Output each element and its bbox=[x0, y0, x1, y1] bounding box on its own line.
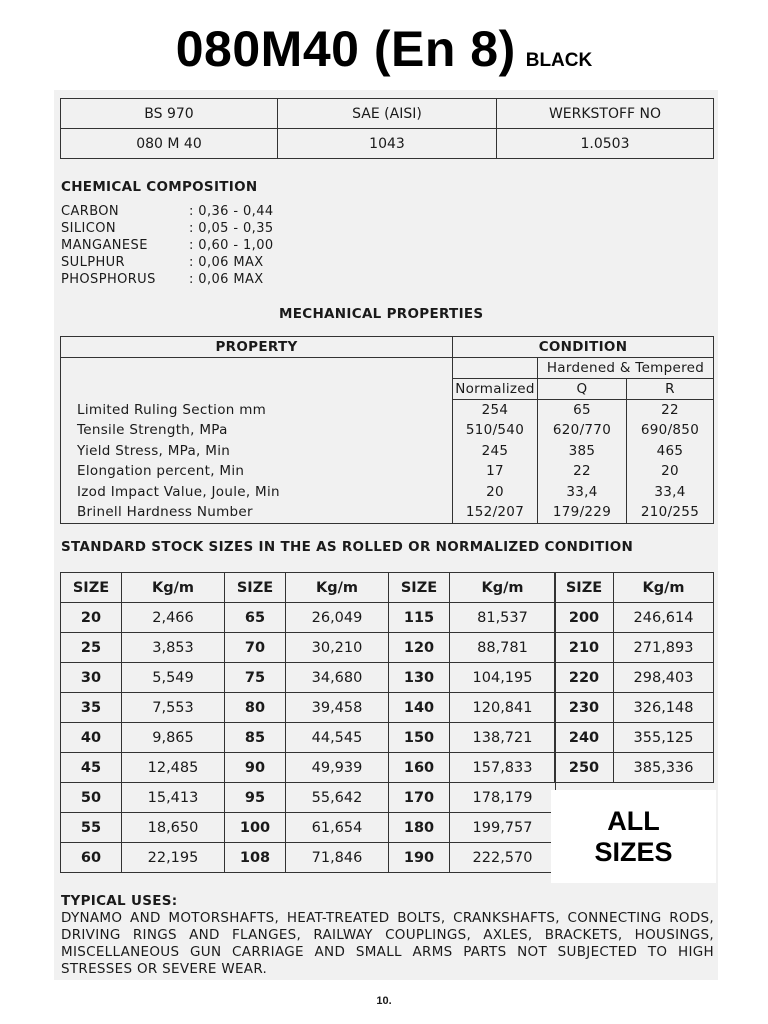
normalized-value: 17 bbox=[453, 461, 538, 482]
table-row bbox=[555, 633, 714, 663]
table-row bbox=[61, 482, 714, 503]
stock-weight: 178,179 bbox=[450, 783, 556, 813]
stock-size: 230 bbox=[555, 693, 614, 723]
grade-title: 080M40 (En 8) bbox=[175, 21, 516, 77]
q-value: 33,4 bbox=[538, 482, 627, 503]
chemical-value: : 0,36 - 0,44 bbox=[189, 204, 274, 219]
normalized-value: 152/207 bbox=[453, 502, 538, 523]
stock-size: 85 bbox=[225, 723, 286, 753]
r-value: 465 bbox=[627, 441, 714, 462]
chemical-element: MANGANESE bbox=[61, 238, 148, 253]
table-row bbox=[61, 502, 714, 523]
r-value: 33,4 bbox=[627, 482, 714, 503]
stock-size: 250 bbox=[555, 753, 614, 783]
size-header: SIZE bbox=[225, 573, 286, 603]
table-row bbox=[61, 633, 556, 663]
table-row bbox=[61, 813, 556, 843]
finish-label: BLACK bbox=[525, 50, 593, 71]
stock-weight: 71,846 bbox=[286, 843, 389, 873]
chemical-value: : 0,06 MAX bbox=[189, 255, 264, 270]
stock-weight: 104,195 bbox=[450, 663, 556, 693]
stock-weight: 355,125 bbox=[614, 723, 714, 753]
stock-size: 220 bbox=[555, 663, 614, 693]
stock-size: 95 bbox=[225, 783, 286, 813]
stock-weight: 49,939 bbox=[286, 753, 389, 783]
r-value: 690/850 bbox=[627, 420, 714, 441]
page-number: 10. bbox=[376, 995, 392, 1007]
normalized-header: Normalized bbox=[453, 379, 538, 400]
q-value: 65 bbox=[538, 400, 627, 421]
normalized-value: 254 bbox=[453, 400, 538, 421]
stock-size: 108 bbox=[225, 843, 286, 873]
property-name: Elongation percent, Min bbox=[61, 461, 453, 482]
chemical-element: PHOSPHORUS bbox=[61, 272, 156, 287]
table-row bbox=[61, 603, 556, 633]
table-row bbox=[555, 753, 714, 783]
standards-header-row bbox=[61, 99, 714, 129]
table-row bbox=[61, 400, 714, 421]
stock-weight: 12,485 bbox=[122, 753, 225, 783]
stock-size: 20 bbox=[61, 603, 122, 633]
table-row bbox=[61, 441, 714, 462]
property-name: Limited Ruling Section mm bbox=[61, 400, 453, 421]
stock-weight: 15,413 bbox=[122, 783, 225, 813]
chemical-item bbox=[61, 237, 274, 254]
stock-weight: 81,537 bbox=[450, 603, 556, 633]
q-value: 22 bbox=[538, 461, 627, 482]
stock-size: 150 bbox=[389, 723, 450, 753]
property-name: Brinell Hardness Number bbox=[61, 502, 453, 523]
stock-weight: 39,458 bbox=[286, 693, 389, 723]
stock-size: 120 bbox=[389, 633, 450, 663]
stock-size: 160 bbox=[389, 753, 450, 783]
chemical-item bbox=[61, 254, 274, 271]
q-value: 620/770 bbox=[538, 420, 627, 441]
stock-header-row bbox=[61, 573, 556, 603]
standard-header-sae: SAE (AISI) bbox=[278, 99, 497, 129]
all-sizes-line: ALL bbox=[607, 805, 660, 836]
stock-size: 210 bbox=[555, 633, 614, 663]
table-row bbox=[61, 693, 556, 723]
chemical-element: SILICON bbox=[61, 221, 116, 236]
stock-weight: 157,833 bbox=[450, 753, 556, 783]
stock-size: 180 bbox=[389, 813, 450, 843]
normalized-value: 20 bbox=[453, 482, 538, 503]
stock-size: 30 bbox=[61, 663, 122, 693]
condition-header: CONDITION bbox=[453, 337, 714, 358]
stock-size: 130 bbox=[389, 663, 450, 693]
stock-size: 115 bbox=[389, 603, 450, 633]
stock-weight: 385,336 bbox=[614, 753, 714, 783]
stock-size: 25 bbox=[61, 633, 122, 663]
r-value: 22 bbox=[627, 400, 714, 421]
stock-size: 80 bbox=[225, 693, 286, 723]
stock-weight: 5,549 bbox=[122, 663, 225, 693]
normalized-value: 510/540 bbox=[453, 420, 538, 441]
size-header: SIZE bbox=[61, 573, 122, 603]
stock-weight: 326,148 bbox=[614, 693, 714, 723]
r-value: 20 bbox=[627, 461, 714, 482]
normalized-value: 245 bbox=[453, 441, 538, 462]
weight-header: Kg/m bbox=[450, 573, 556, 603]
stock-weight: 138,721 bbox=[450, 723, 556, 753]
stock-weight: 120,841 bbox=[450, 693, 556, 723]
stock-size: 240 bbox=[555, 723, 614, 753]
stock-size: 100 bbox=[225, 813, 286, 843]
table-row bbox=[555, 603, 714, 633]
table-row bbox=[61, 723, 556, 753]
table-row bbox=[61, 663, 556, 693]
stock-weight: 298,403 bbox=[614, 663, 714, 693]
stock-weight: 44,545 bbox=[286, 723, 389, 753]
stock-weight: 22,195 bbox=[122, 843, 225, 873]
table-row bbox=[555, 663, 714, 693]
chemical-value: : 0,05 - 0,35 bbox=[189, 221, 274, 236]
stock-size: 40 bbox=[61, 723, 122, 753]
property-name: Izod Impact Value, Joule, Min bbox=[61, 482, 453, 503]
chemical-element: SULPHUR bbox=[61, 255, 125, 270]
standard-value-werkstoff: 1.0503 bbox=[497, 129, 714, 159]
chemical-value: : 0,06 MAX bbox=[189, 272, 264, 287]
chemical-item bbox=[61, 203, 274, 220]
page-title bbox=[0, 20, 768, 78]
chemical-heading: CHEMICAL COMPOSITION bbox=[61, 179, 258, 195]
table-row bbox=[61, 461, 714, 482]
all-sizes-line: SIZES bbox=[594, 836, 673, 867]
stock-size: 55 bbox=[61, 813, 122, 843]
mechanical-subheader-row bbox=[61, 358, 714, 379]
stock-weight: 246,614 bbox=[614, 603, 714, 633]
standards-value-row bbox=[61, 129, 714, 159]
weight-header: Kg/m bbox=[286, 573, 389, 603]
stock-weight: 199,757 bbox=[450, 813, 556, 843]
typical-uses-text: DYNAMO AND MOTORSHAFTS, HEAT-TREATED BOLTS, CRANKSHAFTS, CONNECTING RODS, DRIVING RINGS AND FLANGES, RAILWAY COUPLINGS, AXLES, BRACKETS, HOUSINGS, MISCELLANEOUS GUN CARRIAGE AND SMALL ARMS PARTS NOT SUBJECTED TO HIGH STRESSES OR SEVERE WEAR. bbox=[61, 910, 714, 977]
stock-weight: 271,893 bbox=[614, 633, 714, 663]
table-row bbox=[61, 420, 714, 441]
stock-heading: STANDARD STOCK SIZES IN THE AS ROLLED OR NORMALIZED CONDITION bbox=[61, 539, 634, 555]
weight-header: Kg/m bbox=[614, 573, 714, 603]
mechanical-heading: MECHANICAL PROPERTIES bbox=[279, 306, 484, 322]
standard-header-bs970: BS 970 bbox=[61, 99, 278, 129]
property-header-blank bbox=[61, 358, 453, 400]
standard-header-werkstoff: WERKSTOFF NO bbox=[497, 99, 714, 129]
stock-weight: 9,865 bbox=[122, 723, 225, 753]
stock-weight: 61,654 bbox=[286, 813, 389, 843]
table-row bbox=[61, 843, 556, 873]
stock-header-row bbox=[555, 573, 714, 603]
stock-weight: 26,049 bbox=[286, 603, 389, 633]
stock-size: 70 bbox=[225, 633, 286, 663]
stock-size: 50 bbox=[61, 783, 122, 813]
stock-size: 60 bbox=[61, 843, 122, 873]
standards-table bbox=[60, 98, 714, 159]
table-row bbox=[61, 783, 556, 813]
stock-size: 75 bbox=[225, 663, 286, 693]
stock-weight: 55,642 bbox=[286, 783, 389, 813]
stock-size: 35 bbox=[61, 693, 122, 723]
stock-size: 65 bbox=[225, 603, 286, 633]
stock-weight: 88,781 bbox=[450, 633, 556, 663]
property-name: Yield Stress, MPa, Min bbox=[61, 441, 453, 462]
stock-weight: 30,210 bbox=[286, 633, 389, 663]
q-value: 179/229 bbox=[538, 502, 627, 523]
size-header: SIZE bbox=[555, 573, 614, 603]
stock-size: 90 bbox=[225, 753, 286, 783]
weight-header: Kg/m bbox=[122, 573, 225, 603]
table-row bbox=[61, 753, 556, 783]
stock-size: 140 bbox=[389, 693, 450, 723]
chemical-element: CARBON bbox=[61, 204, 120, 219]
stock-size: 190 bbox=[389, 843, 450, 873]
q-value: 385 bbox=[538, 441, 627, 462]
stock-weight: 3,853 bbox=[122, 633, 225, 663]
typical-uses-heading: TYPICAL USES: bbox=[61, 893, 178, 909]
chemical-item bbox=[61, 271, 274, 288]
stock-weight: 34,680 bbox=[286, 663, 389, 693]
stock-weight: 7,553 bbox=[122, 693, 225, 723]
stock-weight: 18,650 bbox=[122, 813, 225, 843]
standard-value-bs970: 080 M 40 bbox=[61, 129, 278, 159]
size-header: SIZE bbox=[389, 573, 450, 603]
stock-weight: 222,570 bbox=[450, 843, 556, 873]
chemical-item bbox=[61, 220, 274, 237]
r-header: R bbox=[627, 379, 714, 400]
standard-value-sae: 1043 bbox=[278, 129, 497, 159]
all-sizes-label bbox=[551, 790, 716, 883]
hardened-tempered-header: Hardened & Tempered bbox=[538, 358, 714, 379]
datasheet bbox=[54, 90, 718, 980]
stock-sizes-table-group4 bbox=[554, 572, 714, 783]
blank-cell bbox=[453, 358, 538, 379]
mechanical-table bbox=[60, 336, 714, 524]
stock-weight: 2,466 bbox=[122, 603, 225, 633]
property-header: PROPERTY bbox=[61, 337, 453, 358]
property-name: Tensile Strength, MPa bbox=[61, 420, 453, 441]
chemical-value: : 0,60 - 1,00 bbox=[189, 238, 274, 253]
table-row bbox=[555, 723, 714, 753]
table-row bbox=[555, 693, 714, 723]
stock-sizes-table bbox=[60, 572, 556, 873]
chemical-list bbox=[61, 203, 274, 288]
r-value: 210/255 bbox=[627, 502, 714, 523]
stock-size: 170 bbox=[389, 783, 450, 813]
stock-size: 45 bbox=[61, 753, 122, 783]
q-header: Q bbox=[538, 379, 627, 400]
stock-size: 200 bbox=[555, 603, 614, 633]
mechanical-header-row bbox=[61, 337, 714, 358]
